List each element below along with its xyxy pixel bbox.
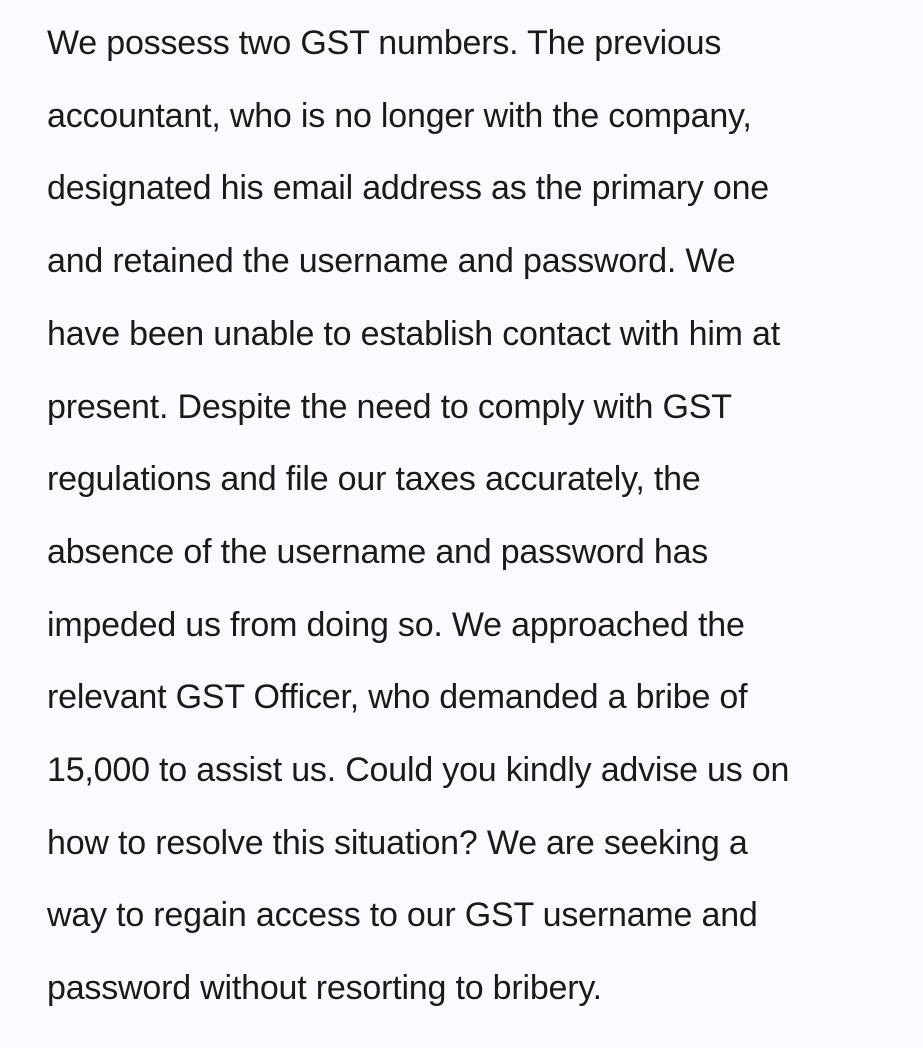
message-line-5: have been unable to establish contact with him at xyxy=(47,314,781,353)
message-line-14: password without resorting to bribery. xyxy=(47,969,602,1008)
message-line-8: absence of the username and password has xyxy=(47,532,709,571)
message-line-11: 15,000 to assist us. Could you kindly advise us on xyxy=(47,751,790,790)
message-body xyxy=(47,7,907,1025)
message-line-12: how to resolve this situation? We are seeking a xyxy=(47,823,748,862)
message-line-1: We possess two GST numbers. The previous xyxy=(47,24,722,62)
message-line-4: and retained the username and password. We xyxy=(47,242,736,281)
message-line-13: way to regain access to our GST username and xyxy=(47,896,758,935)
message-line-9: impeded us from doing so. We approached the xyxy=(47,605,745,644)
message-line-6: present. Despite the need to comply with GST xyxy=(47,387,732,426)
message-line-3: designated his email address as the primary one xyxy=(47,169,769,208)
message-line-2: accountant, who is no longer with the company, xyxy=(47,96,752,135)
message-line-7: regulations and file our taxes accurately, the xyxy=(47,460,701,499)
message-line-10: relevant GST Officer, who demanded a bribe of xyxy=(47,678,748,717)
